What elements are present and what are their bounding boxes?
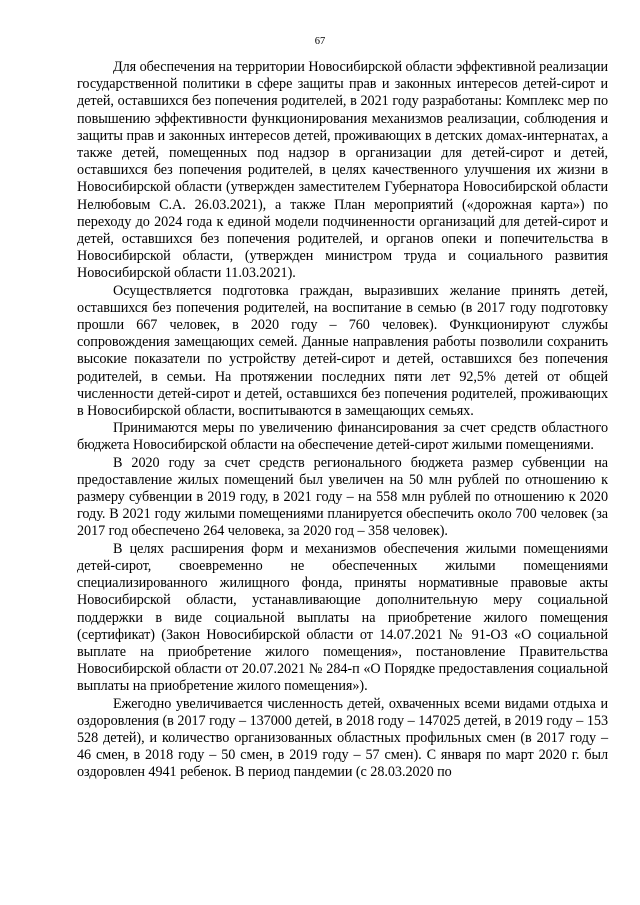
paragraph-orphan-protection-measures: Для обеспечения на территории Новосибирской области эффективной реализации государственной политики в сфере защиты прав и законных интересов детей-сирот и детей, оставшихся без попечения родителей, в 2021 году разработаны: Комплекс мер по повышению эффективности функционирования механизмов реализации, соблюдения и защиты прав и законных интересов детей, проживающих в детских домах-интернатах, а также детей, помещенных под надзор в организации для детей-сирот и детей, оставшихся без попечения родителей, в целях качественного улучшения их жизни в Новосибирской области (утвержден заместителем Губернатора Новосибирской области Нелюбовым С.А. 26.03.2021), а также План мероприятий («дорожная карта») по переходу до 2024 года к единой модели подчиненности организаций для детей-сирот и детей, оставшихся без попечения родителей, и органов опеки и попечительства в Новосибирской области, (утвержден министром труда и социального развития Новосибирской области 11.03.2021). [77, 59, 608, 282]
page-body [77, 59, 608, 782]
page-number: 67 [314, 36, 326, 47]
paragraph-housing-financing: Принимаются меры по увеличению финансирования за счет средств областного бюджета Новосибирской области на обеспечение детей-сирот жилыми помещениями. [77, 420, 608, 454]
paragraph-housing-certificate: В целях расширения форм и механизмов обеспечения жилыми помещениями детей-сирот, своевременно не обеспеченных жилыми помещениями специализированного жилищного фонда, приняты нормативные правовые акты Новосибирской области, устанавливающие дополнительную меру социальной поддержки в виде социальной выплаты на приобретение жилого помещения (сертификат) (Закон Новосибирской области от 14.07.2021 № 91-ОЗ «О социальной выплате на приобретение жилого помещения», постановление Правительства Новосибирской области от 20.07.2021 № 284-п «О Порядке предоставления социальной выплаты на приобретение жилого помещения»). [77, 540, 608, 695]
paragraph-children-recreation: Ежегодно увеличивается численность детей, охваченных всеми видами отдыха и оздоровления (в 2017 году – 137000 детей, в 2018 году – 147025 детей, в 2019 году – 153 528 детей), и количество организованных областных профильных смен (в 2017 году – 46 смен, в 2018 году – 50 смен, в 2019 году – 57 смен). С января по март 2020 г. был оздоровлен 4941 ребенок. В период пандемии (с 28.03.2020 по [77, 695, 608, 781]
paragraph-foster-family-preparation: Осуществляется подготовка граждан, выразивших желание принять детей, оставшихся без попечения родителей, на воспитание в семью (в 2017 году подготовку прошли 667 человек, в 2020 году – 760 человек). Функционируют службы сопровождения замещающих семей. Данные направления работы позволили сохранить высокие показатели по устройству детей-сирот и детей, оставшихся без попечения родителей, в семьи. На протяжении последних пяти лет 92,5% детей от общей численности детей-сирот и детей, оставшихся без попечения родителей, проживающих в Новосибирской области, воспитываются в замещающих семьях. [77, 282, 608, 420]
paragraph-housing-subvention: В 2020 году за счет средств регионального бюджета размер субвенции на предоставление жилых помещений был увеличен на 50 млн рублей по отношению к размеру субвенции в 2019 году, в 2021 году – на 558 млн рублей по отношению к 2020 году. В 2021 году жилыми помещениями планируется обеспечить около 700 человек (за 2017 год обеспечено 264 человека, за 2020 год – 358 человек). [77, 454, 608, 540]
